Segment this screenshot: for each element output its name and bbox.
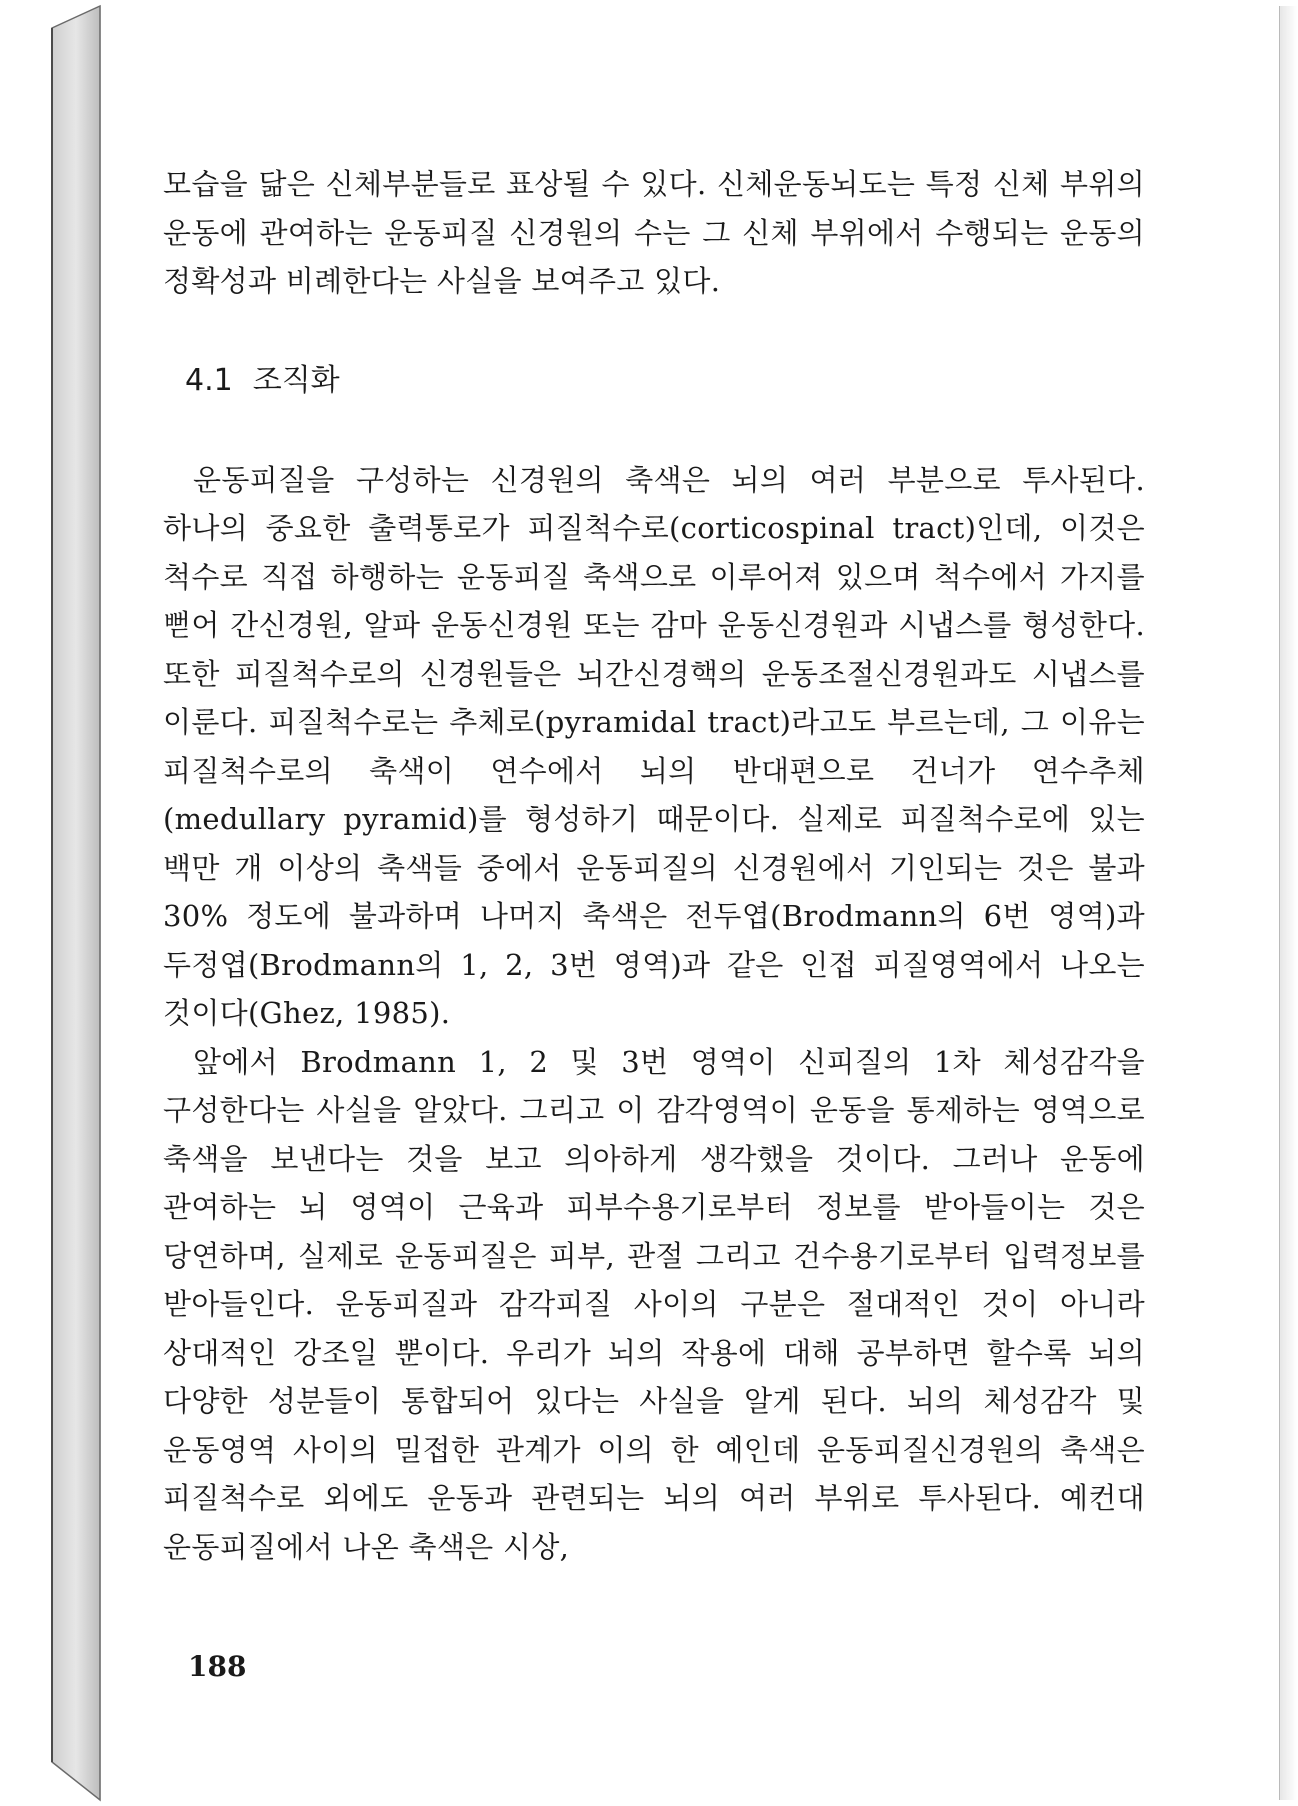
paragraph-1: 운동피질을 구성하는 신경원의 축색은 뇌의 여러 부분으로 투사된다. 하나의 중요한 출력통로가 피질척수로(corticospinal tract)인데, 이것은 척수로 직접 하행하는 운동피질 축색으로 이루어져 있으며 척수에서 가지를 뻗어 간신경원, 알파 운동신경원 또는 감마 운동신경원과 시냅스를 형성한다. 또한 피질척수로의 신경원들은 뇌간신경핵의 운동조절신경원과도 시냅스를 이룬다. 피질척수로는 추체로(pyramidal tract)라고도 부르는데, 그 이유는 피질척수로의 축색이 연수에서 뇌의 반대편으로 건너가 연수추체(medullary pyramid)를 형성하기 때문이다. 실제로 피질척수로에 있는 백만 개 이상의 축색들 중에서 운동피질의 신경원에서 기인되는 것은 불과 30% 정도에 불과하며 나머지 축색은 전두엽(Brodmann의 6번 영역)과 두정엽(Brodmann의 1, 2, 3번 영역)과 같은 인접 피질영역에서 나오는 것이다(Ghez, 1985). [163,462,1145,1030]
section-heading [185,361,1145,401]
paragraph-continued: 모습을 닮은 신체부분들로 표상될 수 있다. 신체운동뇌도는 특정 신체 부위의 운동에 관여하는 운동피질 신경원의 수는 그 신체 부위에서 수행되는 운동의 정확성과 비례한다는 사실을 보여주고 있다. [163,167,1145,298]
section-title: 조직화 [252,362,340,398]
paragraph-2: 앞에서 Brodmann 1, 2 및 3번 영역이 신피질의 1차 체성감각을 구성한다는 사실을 알았다. 그리고 이 감각영역이 운동을 통제하는 영역으로 축색을 보낸다는 것을 보고 의아하게 생각했을 것이다. 그러나 운동에 관여하는 뇌 영역이 근육과 피부수용기로부터 정보를 받아들이는 것은 당연하며, 실제로 운동피질은 피부, 관절 그리고 건수용기로부터 입력정보를 받아들인다. 운동피질과 감각피질 사이의 구분은 절대적인 것이 아니라 상대적인 강조일 뿐이다. 우리가 뇌의 작용에 대해 공부하면 할수록 뇌의 다양한 성분들이 통합되어 있다는 사실을 알게 된다. 뇌의 체성감각 및 운동영역 사이의 밀접한 관계가 이의 한 예인데 운동피질신경원의 축색은 피질척수로 외에도 운동과 관련되는 뇌의 여러 부위로 투사된다. 예컨대 운동피질에서 나온 축색은 시상, [163,1044,1145,1564]
page-edge-shadow [1279,6,1297,1800]
page-number: 188 [188,1650,247,1683]
section-number: 4.1 [185,362,233,398]
page-content [163,160,1145,1571]
